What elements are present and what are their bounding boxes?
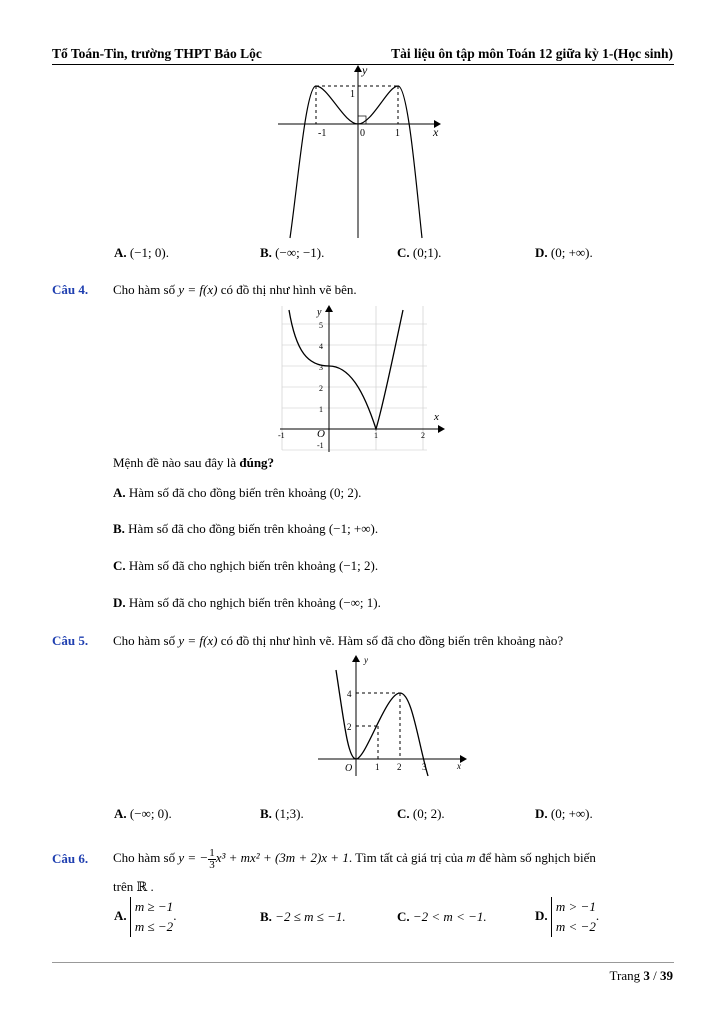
graph-q4 — [272, 302, 460, 452]
q5-option-a[interactable]: A. (−∞; 0). — [114, 806, 172, 821]
tick-y-2: 2 — [347, 722, 352, 732]
x-label: x — [433, 125, 439, 139]
footer-rule — [52, 962, 674, 963]
header-right: Tài liệu ôn tập môn Toán 12 giữa kỳ 1-(Học sinh) — [391, 46, 673, 61]
y-label: y — [362, 63, 368, 77]
q4-stem: Cho hàm số y = f(x) có đồ thị như hình vẽ bên. — [113, 282, 357, 297]
graph-quartic — [270, 62, 450, 240]
q4-option-d[interactable]: D. Hàm số đã cho nghịch biến trên khoảng (−∞; 1). — [113, 595, 381, 610]
q4-label: Câu 4. — [52, 282, 89, 297]
tick-y-1: 1 — [319, 405, 323, 414]
q4-option-b[interactable]: B. Hàm số đã cho đồng biến trên khoảng (−1; +∞). — [113, 521, 379, 536]
x-label: x — [434, 411, 439, 423]
q6-stem: Cho hàm số y = − $\frac{1}{3}$ x³ + mx² + (3m + 2)x + 1. Tìm tất cả giá trị của m để hàm số nghịch biến — [113, 846, 596, 871]
curve — [289, 310, 403, 429]
tick-y-4: 4 — [347, 689, 352, 699]
tick-x-1: 1 — [395, 128, 400, 139]
q3-option-a[interactable]: A. (−1; 0). — [114, 245, 169, 260]
y-label: y — [317, 307, 322, 318]
q3-option-d[interactable]: D. (0; +∞). — [535, 245, 593, 260]
q6-option-a[interactable]: A. m ≥ −1 m ≤ −2 . — [114, 897, 176, 937]
q4-option-c[interactable]: C. Hàm số đã cho nghịch biến trên khoảng (−1; 2). — [113, 558, 379, 573]
q5-label: Câu 5. — [52, 633, 89, 648]
tick-y-4: 4 — [319, 342, 323, 351]
tick-y-3: 3 — [319, 363, 323, 372]
tick-x-0: 0 — [360, 128, 365, 139]
q4-prompt: Mệnh đề nào sau đây là đúng? — [113, 455, 275, 470]
q6-option-b[interactable]: B. −2 ≤ m ≤ −1. — [260, 909, 346, 924]
tick-y-1: 1 — [350, 89, 355, 100]
y-label: y — [364, 655, 368, 665]
bracket-d: m > −1 m < −2 — [551, 897, 596, 937]
q4-option-a[interactable]: A. Hàm số đã cho đồng biến trên khoảng (0; 2). — [113, 485, 362, 500]
tick-x-2: 2 — [421, 431, 425, 440]
q6-label: Câu 6. — [52, 851, 89, 866]
tick-x-1: 1 — [375, 762, 380, 772]
header-left: Tổ Toán-Tin, trường THPT Bảo Lộc — [52, 46, 262, 61]
origin-label: O — [317, 428, 325, 440]
page-number: Trang 3 / 39 — [609, 968, 673, 983]
tick-x-3: 3 — [422, 762, 427, 772]
fraction-one-third: $\frac{1}{3}$ — [209, 846, 215, 871]
grid — [282, 306, 427, 450]
tick-x-1: 1 — [374, 431, 378, 440]
tick-x-neg1: -1 — [278, 431, 285, 440]
q3-option-c[interactable]: C. (0;1). — [397, 245, 442, 260]
q5-option-c[interactable]: C. (0; 2). — [397, 806, 445, 821]
q5-option-d[interactable]: D. (0; +∞). — [535, 806, 593, 821]
q6-option-d[interactable]: D. m > −1 m < −2 . — [535, 897, 599, 937]
tick-y-neg1: -1 — [317, 441, 324, 450]
origin-label: O — [345, 763, 353, 774]
tick-x-neg1: -1 — [318, 128, 327, 139]
bracket-a: m ≥ −1 m ≤ −2 — [130, 897, 173, 937]
q6-option-c[interactable]: C. −2 < m < −1. — [397, 909, 487, 924]
graph-q5 — [316, 652, 472, 778]
x-label: x — [457, 761, 461, 771]
tick-x-2: 2 — [397, 762, 402, 772]
curve — [290, 86, 422, 238]
q5-option-b[interactable]: B. (1;3). — [260, 806, 304, 821]
tick-y-5: 5 — [319, 321, 323, 330]
tick-y-2: 2 — [319, 384, 323, 393]
q3-option-b[interactable]: B. (−∞; −1). — [260, 245, 325, 260]
q5-stem: Cho hàm số y = f(x) có đồ thị như hình vẽ. Hàm số đã cho đồng biến trên khoảng nào? — [113, 633, 564, 648]
q6-stem-line2: trên ℝ . — [113, 879, 154, 894]
